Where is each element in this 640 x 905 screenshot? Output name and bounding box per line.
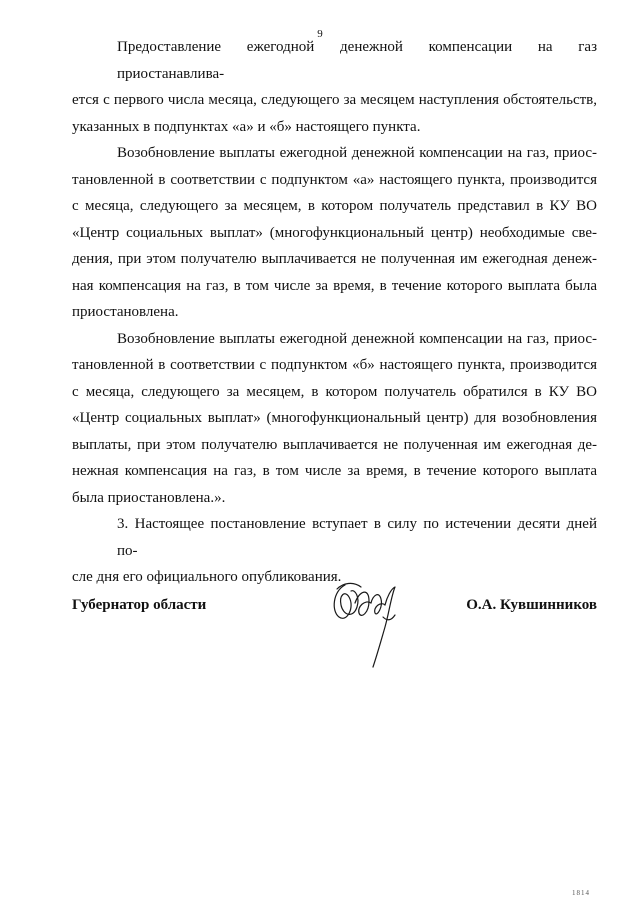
signature-block bbox=[72, 595, 597, 685]
document-body bbox=[72, 34, 597, 591]
text-line: дения, при этом получателю выплачивается не полученная им ежегодная денеж- bbox=[72, 251, 597, 267]
text-line: «Центр социальных выплат» (многофункциональный центр) для возобновления bbox=[72, 410, 597, 426]
text-line: тановленной в соответствии с подпунктом «б» настоящего пункта, производится bbox=[72, 357, 597, 373]
text-line: ная компенсация на газ, в том числе за время, в течение которого выплата была bbox=[72, 277, 597, 294]
text-line: с месяца, следующего за месяцем, в котором получатель представил в КУ ВО bbox=[72, 198, 597, 214]
text-line: «Центр социальных выплат» (многофункциональный центр) необходимые све- bbox=[72, 224, 597, 241]
handwritten-signature-icon bbox=[325, 577, 405, 675]
text-line: нежная компенсация на газ, в том числе за время, в течение которого выплата bbox=[72, 463, 597, 479]
text-line: Возобновление выплаты ежегодной денежной компенсации на газ, приос- bbox=[117, 145, 597, 161]
text-line: Предоставление ежегодной денежной компенсации на газ приостанавлива- bbox=[117, 39, 597, 82]
text-line: с месяца, следующего за месяцем, в котором получатель обратился в КУ ВО bbox=[72, 383, 597, 400]
text-line: выплаты, при этом получателю выплачивается не полученная им ежегодная де- bbox=[72, 436, 597, 453]
text-line: 3. Настоящее постановление вступает в силу по истечении десяти дней по- bbox=[117, 516, 597, 559]
text-line: Возобновление выплаты ежегодной денежной компенсации на газ, приос- bbox=[117, 330, 597, 347]
text-line: была приостановлена.». bbox=[72, 489, 226, 506]
paragraph-compensation-suspension bbox=[72, 34, 597, 140]
page-number: 9 bbox=[317, 28, 323, 40]
paragraph-resumption-b bbox=[72, 326, 597, 512]
text-line: приостановлена. bbox=[72, 304, 179, 320]
signer-name: О.А. Кувшинников bbox=[466, 597, 597, 613]
text-line: сле дня его официального опубликования. bbox=[72, 569, 342, 585]
text-line: указанных в подпунктах «а» и «б» настоящего пункта. bbox=[72, 118, 421, 135]
footer-mark: 1814 bbox=[572, 889, 590, 897]
paragraph-resumption-a bbox=[72, 140, 597, 326]
signer-title: Губернатор области bbox=[72, 597, 207, 613]
text-line: тановленной в соответствии с подпунктом «а» настоящего пункта, производится bbox=[72, 171, 597, 188]
text-line: ется с первого числа месяца, следующего за месяцем наступления обстоятельств, bbox=[72, 92, 597, 108]
